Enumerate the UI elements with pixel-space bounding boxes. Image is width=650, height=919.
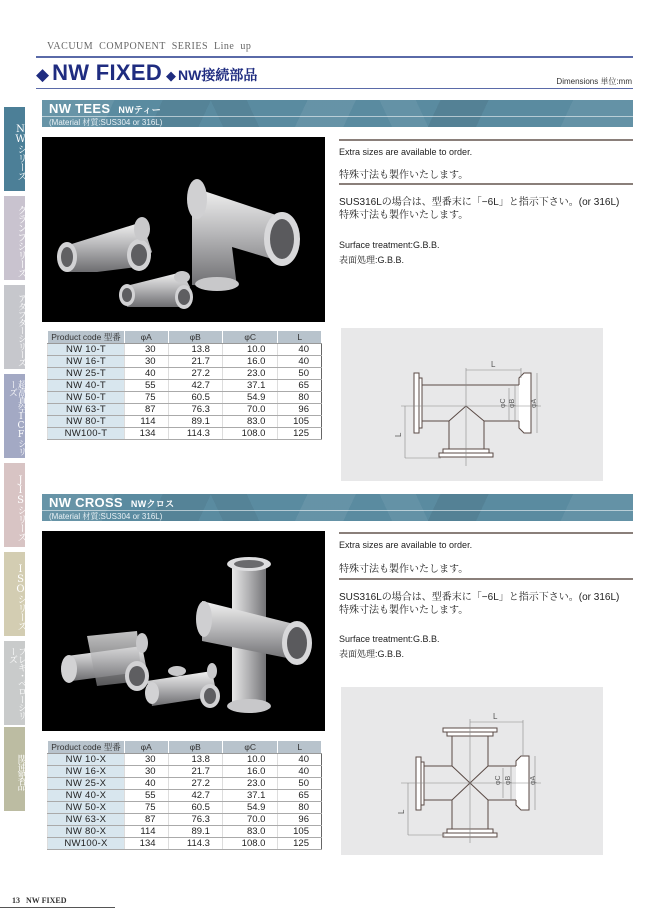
table-row [48, 766, 322, 778]
cell: 37.1 [222, 790, 277, 802]
header-rule [36, 56, 633, 58]
product-code: NW 10-T [48, 344, 125, 356]
cell: 134 [125, 838, 169, 850]
cell: 96 [278, 814, 322, 826]
cell: 10.0 [222, 344, 277, 356]
cell: 42.7 [168, 790, 222, 802]
cell: 30 [125, 356, 169, 368]
svg-text:φB: φB [509, 398, 516, 408]
cell: 80 [278, 802, 322, 814]
cell: 40 [278, 356, 322, 368]
cell: 42.7 [168, 380, 222, 392]
svg-text:φB: φB [505, 775, 512, 785]
series-label: VACUUM COMPONENT SERIES Line up [47, 41, 252, 52]
cell: 30 [125, 766, 169, 778]
col-product-code: Product code 型番 [48, 331, 125, 344]
cell: 60.5 [168, 392, 222, 404]
product-code: NW 80-T [48, 416, 125, 428]
side-tab-adapter[interactable]: アダプターシリーズ [4, 285, 25, 369]
table-row [48, 790, 322, 802]
section-banner-tees [42, 100, 633, 127]
cell: 16.0 [222, 766, 277, 778]
cell: 134 [125, 428, 169, 440]
product-code: NW 40-T [48, 380, 125, 392]
cell: 114.3 [168, 428, 222, 440]
cell: 21.7 [168, 766, 222, 778]
product-photo-tees [42, 137, 325, 322]
cell: 40 [278, 754, 322, 766]
surface-treatment-en: Surface treatment:G.B.B. [339, 240, 440, 250]
tee-fittings-image [42, 137, 325, 322]
product-code: NW 16-X [48, 766, 125, 778]
sus316l-note: SUS316Lの場合は、型番末に「−6L」と指示下さい。(or 316L) [339, 197, 620, 208]
section-title: NW TEES NWティー [49, 101, 162, 116]
cell: 114 [125, 826, 169, 838]
product-code: NW 16-T [48, 356, 125, 368]
cell: 105 [278, 416, 322, 428]
cell: 76.3 [168, 404, 222, 416]
cell: 114.3 [168, 838, 222, 850]
divider [339, 183, 633, 185]
title-main: NW FIXED [52, 60, 163, 85]
col-product-code: Product code 型番 [48, 741, 125, 754]
cell: 13.8 [168, 344, 222, 356]
cell: 125 [278, 838, 322, 850]
col-phi-b: φB [168, 741, 222, 754]
extra-sizes-en: Extra sizes are available to order. [339, 147, 473, 157]
section-banner-cross [42, 494, 633, 521]
svg-text:L: L [397, 809, 406, 814]
diamond-icon: ◆ [166, 68, 177, 83]
table-row [48, 814, 322, 826]
cell: 65 [278, 790, 322, 802]
cell: 37.1 [222, 380, 277, 392]
header-rule [36, 88, 633, 89]
product-photo-cross [42, 531, 325, 731]
dim-label-l: L [493, 712, 498, 721]
cell: 75 [125, 392, 169, 404]
spec-table-tees [47, 330, 322, 440]
section-title: NW CROSS NWクロス [49, 495, 175, 510]
product-code: NW 50-X [48, 802, 125, 814]
cell: 21.7 [168, 356, 222, 368]
cell: 65 [278, 380, 322, 392]
table-row [48, 392, 322, 404]
cell: 70.0 [222, 814, 277, 826]
table-row [48, 356, 322, 368]
cell: 40 [278, 766, 322, 778]
svg-text:φA: φA [530, 775, 537, 785]
cell: 23.0 [222, 368, 277, 380]
product-code: NW 50-T [48, 392, 125, 404]
footer-rule [0, 907, 115, 908]
diamond-icon: ◆ [36, 65, 50, 84]
table-row [48, 826, 322, 838]
col-phi-a: φA [125, 741, 169, 754]
product-code: NW 40-X [48, 790, 125, 802]
table-row [48, 380, 322, 392]
cell: 60.5 [168, 802, 222, 814]
svg-text:φA: φA [531, 398, 538, 408]
cell: 70.0 [222, 404, 277, 416]
surface-treatment-jp: 表面処理:G.B.B. [339, 255, 405, 265]
cell: 40 [125, 368, 169, 380]
cell: 80 [278, 392, 322, 404]
dimension-diagram-cross [341, 687, 603, 855]
divider [339, 578, 633, 580]
cell: 50 [278, 368, 322, 380]
col-l: L [278, 331, 322, 344]
cell: 108.0 [222, 838, 277, 850]
product-code: NW 10-X [48, 754, 125, 766]
svg-text:φC: φC [495, 775, 502, 785]
sus316l-note: SUS316Lの場合は、型番末に「−6L」と指示下さい。(or 316L) [339, 592, 620, 603]
product-code: NW 63-T [48, 404, 125, 416]
svg-text:L: L [394, 432, 403, 437]
tee-diagram [341, 328, 603, 481]
cell: 10.0 [222, 754, 277, 766]
cell: 55 [125, 790, 169, 802]
material-label: (Material 材質:SUS304 or 316L) [49, 512, 163, 521]
cell: 75 [125, 802, 169, 814]
cell: 87 [125, 404, 169, 416]
cell: 114 [125, 416, 169, 428]
product-code: NW100-X [48, 838, 125, 850]
cell: 55 [125, 380, 169, 392]
cell: 96 [278, 404, 322, 416]
extra-sizes-jp: 特殊寸法も製作いたします。 [339, 564, 469, 575]
page-title [36, 60, 257, 90]
cell: 40 [278, 344, 322, 356]
table-header-row [48, 331, 322, 344]
table-row [48, 404, 322, 416]
side-tab-clamp[interactable]: クランプシリーズ [4, 196, 25, 280]
side-tab-flex-bellows[interactable]: フレキ・ベローシリーズ [4, 641, 25, 725]
cell: 105 [278, 826, 322, 838]
cell: 30 [125, 344, 169, 356]
table-row [48, 428, 322, 440]
side-tab-jis[interactable]: JISシリーズ [4, 463, 25, 547]
cell: 87 [125, 814, 169, 826]
surface-treatment-en: Surface treatment:G.B.B. [339, 634, 440, 644]
cross-diagram [341, 687, 603, 855]
dim-label-l: L [491, 360, 496, 369]
table-row [48, 778, 322, 790]
cell: 16.0 [222, 356, 277, 368]
footer-label: NW FIXED [26, 896, 67, 905]
product-code: NW 25-T [48, 368, 125, 380]
cell: 89.1 [168, 826, 222, 838]
cell: 23.0 [222, 778, 277, 790]
sus316l-note-2: 特殊寸法も製作いたします。 [339, 210, 469, 221]
table-header-row [48, 741, 322, 754]
dimensions-unit: Dimensions 単位:mm [556, 77, 632, 86]
spec-table-cross [47, 740, 322, 850]
cell: 30 [125, 754, 169, 766]
cell: 83.0 [222, 416, 277, 428]
cell: 27.2 [168, 778, 222, 790]
table-row [48, 754, 322, 766]
cell: 54.9 [222, 392, 277, 404]
side-tab-nw[interactable]: NWシリーズ [4, 107, 25, 191]
side-tab-icf[interactable]: 超高真空ICFシリーズ [4, 374, 25, 458]
cell: 50 [278, 778, 322, 790]
side-tab-iso[interactable]: ISOシリーズ [4, 552, 25, 636]
cell: 125 [278, 428, 322, 440]
extra-sizes-en: Extra sizes are available to order. [339, 540, 473, 550]
dimension-diagram-tees [341, 328, 603, 481]
material-label: (Material 材質:SUS304 or 316L) [49, 118, 163, 127]
cell: 83.0 [222, 826, 277, 838]
table-row [48, 344, 322, 356]
title-sub: NW接続部品 [178, 67, 258, 83]
table-row [48, 416, 322, 428]
table-row [48, 838, 322, 850]
extra-sizes-jp: 特殊寸法も製作いたします。 [339, 170, 469, 181]
product-code: NW 25-X [48, 778, 125, 790]
sus316l-note-2: 特殊寸法も製作いたします。 [339, 605, 469, 616]
table-row [48, 368, 322, 380]
cell: 27.2 [168, 368, 222, 380]
col-phi-c: φC [222, 331, 277, 344]
page-number: 13 [12, 896, 20, 905]
cell: 89.1 [168, 416, 222, 428]
col-phi-c: φC [222, 741, 277, 754]
product-code: NW 80-X [48, 826, 125, 838]
cell: 76.3 [168, 814, 222, 826]
product-code: NW100-T [48, 428, 125, 440]
svg-text:φC: φC [500, 398, 507, 408]
col-phi-a: φA [125, 331, 169, 344]
cross-fittings-image [42, 531, 325, 731]
col-l: L [278, 741, 322, 754]
table-row [48, 802, 322, 814]
divider [339, 532, 633, 534]
divider [339, 139, 633, 141]
surface-treatment-jp: 表面処理:G.B.B. [339, 649, 405, 659]
page-footer [12, 896, 67, 905]
cell: 40 [125, 778, 169, 790]
cell: 54.9 [222, 802, 277, 814]
product-code: NW 63-X [48, 814, 125, 826]
cell: 108.0 [222, 428, 277, 440]
col-phi-b: φB [168, 331, 222, 344]
cell: 13.8 [168, 754, 222, 766]
side-tab-related[interactable]: 関連製品 [4, 727, 25, 811]
